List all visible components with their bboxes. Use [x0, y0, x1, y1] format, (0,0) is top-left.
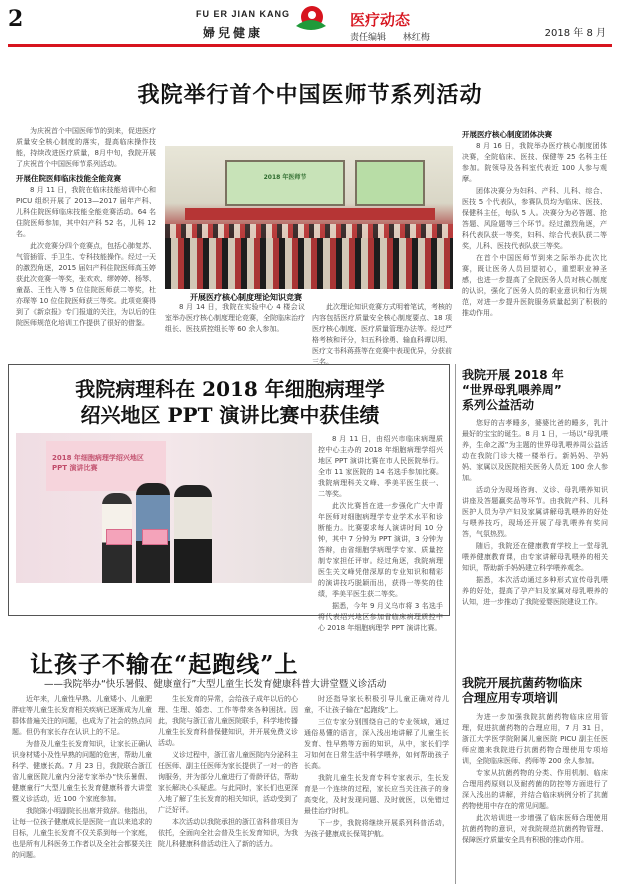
header-divider [8, 44, 612, 47]
article1-left-column [16, 126, 156, 327]
article3-paragraph: 近年来，儿童性早熟、儿童矮小、儿童肥胖症等儿童生长发育相关疾病已逐渐成为儿童群体普遍关注的问题，也成为了社会的热点问题。但仍有家长存在认识上的不足。 [12, 695, 152, 736]
editor-label: 责任编辑 [350, 33, 387, 43]
photo-audience-front [165, 238, 453, 289]
certificate-icon [106, 529, 132, 545]
article1-photo-caption: 开展医疗核心制度理论知识竞赛 [190, 293, 302, 302]
article1-photo [165, 146, 453, 289]
article2-paragraph: 8 月 11 日，由绍兴市临床病理质控中心主办的 2018 年细胞病理学绍兴地区 PPT 演讲比赛在市人民医院举行。全市 11 家医院的 14 名选手参加比赛。我院病理科关文峰、季美平医生获一、二等奖。 [318, 435, 443, 498]
article1-paragraph: 此次理论知识竞赛方式明着笔试，考核的内容包括医疗质量安全核心制度要点、18 项医疗核心制度、医疗质量管理办法等。经过严格考核和评分，妇五科徐勇、输血科谭以明、医疗文书科蒋燕等在竞赛中表现优异，分获前三名。 [312, 303, 452, 366]
article1-mid-column-2 [312, 302, 452, 366]
right-article1-paragraph: 据悉，本次活动通过多种形式宣传母乳喂养的好处，提高了孕产妇及家属对母乳喂养的认知，进一步推动了我院爱婴医院建设工作。 [462, 576, 608, 606]
article3-column-3 [304, 694, 449, 882]
right-article1-paragraph: 随后，我院还在健康教育学校上一堂母乳喂养健康教育课，由专家讲解母乳喂养的相关知识，帮助新手妈妈建立科学喂养观念。 [462, 542, 608, 572]
right-article2-paragraph: 此次培训进一步增强了临床医师合理使用抗菌药物的意识，对我院规范抗菌药物管理、保障医疗质量安全具有积极的推动作用。 [462, 814, 608, 844]
section-title: 医疗动态 [350, 11, 411, 29]
right-article1-title [462, 368, 612, 413]
article2-paragraph: 据悉，今年 9 月义乌市将 3 名选手将代表绍兴地区参加省临床病理质控中心 2018 年细胞病理学 PPT 演讲比赛。 [318, 602, 443, 632]
issue-date: 2018 年 8 月 [544, 28, 606, 39]
right-article2-body [462, 712, 608, 882]
article3-paragraph: 为普及儿童生长发育知识，让家长正确认识身材矮小及性早熟的问题的危害，帮助儿童科学、健康长高。7 月 23 日，我院联合浙江省儿童医院儿童内分泌专家举办“快乐暑假、健康童行”大型儿童生长发育健康科普大讲堂暨义诊活动，近 100 个家庭参加。 [12, 740, 152, 803]
article3-column-2 [158, 694, 298, 882]
right-article1-title-line2: “世界母乳喂养周” [462, 383, 562, 397]
article1-paragraph: 团体决赛分为妇科、产科、儿科、综合、医技 5 个代表队，参赛队员均为临床、医技、保健科主任，每队 5 人。决赛分为必答题、抢答题、风险题等三个环节。经过激烈角逐，产科代表队获一等奖，妇科、综合代表队获二等奖，儿科、医技代表队获三等奖。 [462, 187, 607, 250]
page-number: 2 [8, 6, 24, 32]
article3-column-1 [12, 694, 152, 882]
article3-paragraph: 义诊过程中，浙江省儿童医院内分泌科主任医师、副主任医师为家长提供了一对一的咨询服务，并为部分儿童进行了骨龄评估，帮助家长解决心头疑虑。与此同时，家长们也更深入地了解了生长发育的相关知识，活动受到了广泛好评。 [158, 751, 298, 814]
article1-subhead: 开展医疗核心制度团体决赛 [462, 130, 552, 139]
right-article2-paragraph: 专家从抗菌药物的分类、作用机制、临床合理用药原则以及耐药菌的防控等方面进行了深入浅出的讲解，并结合临床病例分析了抗菌药物使用中存在的常见问题。 [462, 769, 608, 810]
right-article2-paragraph: 为进一步加强我院抗菌药物临床应用管理，促进抗菌药物的合理应用，7 月 31 日，浙江大学医学院附属儿童医院 PICU 副主任医师应邀来我院进行抗菌药物合理使用专项培训，全院临床医师、药师等 200 余人参加。 [462, 713, 608, 765]
article2-title [30, 376, 430, 428]
right-article1-body [462, 418, 608, 672]
article2-photo [16, 433, 312, 583]
article3-paragraph: 本次活动以我院承担的浙江省科普项目为依托，全面向全社会普及生长发育知识，为我院儿科健康科普活动注入了新的活力。 [158, 818, 298, 848]
article1-paragraph: 在首个中国医师节到来之际举办此次比赛，既让医务人员回望初心，重塑职业神圣感，也进一步提高了全院医务人员对核心制度的认识，强化了医务人员的职业意识和行为规范，对进一步提升医院服务质量起到了积极的推动作用。 [462, 254, 607, 317]
article1-paragraph: 8 月 14 日，我院在实验中心 4 楼会议室举办医疗核心制度理论竞赛，全院临床治疗组长、医技质控组长等 60 余人参加。 [165, 303, 305, 333]
editor-credit [350, 30, 444, 43]
article3-subtitle: ——我院举办“快乐暑假、健康童行”大型儿童生长发育健康科普大讲堂暨义诊活动 [44, 679, 387, 690]
article1-paragraph: 为庆祝首个中国医师节的到来，促进医疗质量安全核心制度的落实，提高临床操作技能，持续改进医疗质量，8月中旬，我院开展了庆祝首个中国医师节系列活动。 [16, 127, 156, 168]
right-article1-title-line3: 系列公益活动 [462, 398, 535, 412]
right-article2-title-line2: 合理应用专项培训 [462, 691, 559, 705]
article2-title-line1: 我院病理科在 2018 年细胞病理学 [75, 377, 385, 401]
photo-screen: 2018 年医师节 [225, 160, 345, 206]
newspaper-logo-icon [292, 4, 330, 34]
column-divider [455, 364, 456, 884]
right-article1-paragraph: 活动分为现场咨询、义诊、母乳喂养知识讲座及答题赢奖品等环节。由我院产科、儿科医护人员为孕产妇及家属讲解母乳喂养的好处与喂养技巧，现场还开展了母乳喂养有奖问答，气氛热烈。 [462, 486, 608, 538]
article3-paragraph: 三位专家分别围绕自己的专业领域，通过通俗易懂的语言，深入浅出地讲解了儿童生长发育、性早熟等方面的知识，从中，家长们学习如何在日常生活中科学喂养，如何帮助孩子长高。 [304, 718, 449, 770]
article2-column [318, 434, 443, 632]
article1-subhead: 开展住院医师临床技能全能竞赛 [16, 174, 121, 183]
masthead-chinese: 婦兒健康 [203, 26, 264, 40]
masthead-english: FU ER JIAN KANG [196, 9, 291, 19]
photo-stage [185, 208, 435, 220]
article3-title: 让孩子不输在“起跑线”上 [30, 651, 299, 678]
article2-title-line2: 绍兴地区 PPT 演讲比赛中获佳绩 [80, 403, 380, 427]
article1-paragraph: 此次竞赛分四个竞赛点，包括心肺复苏、气管插管、手卫生、专科技能操作。经过一天的激烈角逐，2015 届妇产科住院医师高玉婷获此次竞赛一等奖，张欢欢、缪婷婷、杨琴、童磊、王性入等 5 位住院医师获二等奖，杜亦琛等 10 位住院医师获三等奖。此项竞赛得到了《新京报》专门报道的关注，为以后的住院医师规范化培训工作提供了很好的借鉴。 [16, 242, 156, 327]
article1-right-column [462, 126, 607, 322]
article1-title: 我院举行首个中国医师节系列活动 [137, 82, 483, 108]
right-article1-paragraph: 您好的吉孝睡多，婆婆比爸的睡多，乳汁最好的宝宝的诞生。8 月 1 日，一场以“母乳喂养，生命之源”为主题的世界母乳喂养周公益活动在我院门诊大楼一楼举行。新妈妈、孕妈妈、家属以及医院相关医务人员近 100 余人参加。 [462, 419, 608, 482]
article1-paragraph: 8 月 11 日，我院在临床技能培训中心和 PICU 组织开展了 2013—2017 届年产科、儿科住院医师临床技能全能竞赛活动。64 名住院医师参加，其中妇产科 52 名，儿科 12 名。 [16, 186, 156, 238]
article3-paragraph: 时还指导家长积极引导儿童正确对待儿童，不让孩子输在“起跑线”上。 [304, 695, 449, 714]
editor-name: 林红梅 [402, 33, 430, 43]
article3-paragraph: 我院儿童生长发育专科专家表示，生长发育是一个连续的过程，家长应当关注孩子的身高变化，及时发现问题、及时就医，以免错过最佳治疗时机。 [304, 774, 449, 815]
photo-screen: 2018 年细胞病理学绍兴地区 PPT 演讲比赛 [46, 441, 166, 491]
article1-paragraph: 8 月 16 日，我院举办医疗核心制度团体决赛，全院临床、医技、保健等 25 名科主任参加。院领导及各科室代表近 100 人参与观摩。 [462, 142, 607, 183]
article3-paragraph: 下一步，我院将继续开展系列科普活动，为孩子健康成长保驾护航。 [304, 819, 449, 838]
article2-paragraph: 此次比赛旨在进一步强化广大中青年医师对细胞病理学专业学术水平和诊断能力。比赛要求每人演讲时间 10 分钟，其中 7 分钟为 PPT 演讲，3 分钟为答辩，由省细胞学病理学专家、质量控制专家担任评审。经过角逐，我院病理医生关文峰凭借深厚的专业知识和精彩的演讲技巧脱颖而出，获得一等奖的佳绩，季美平医生获二等奖。 [318, 502, 443, 598]
photo-person [174, 485, 212, 583]
right-article1-title-line1: 我院开展 2018 年 [462, 368, 564, 382]
article1-mid-column-1 [165, 302, 305, 344]
photo-banner [355, 160, 425, 206]
article3-paragraph: 生长发育的异常，会给孩子成年以后的心理、生理、婚恋、工作等带来各种困扰。因此，我院与浙江省儿童医院联手，科学地传播儿童生长发育科普保健知识，并开展免费义诊活动。 [158, 695, 298, 747]
article3-paragraph: 我院陈小明副院长出席并致辞。他指出，让每一位孩子健康成长是医院一直以来追求的目标，儿童生长发育不仅关系到每一个家庭，也是所有儿科医务工作者以及全社会都要关注的问题。 [12, 807, 152, 859]
certificate-icon [142, 529, 168, 545]
right-article2-title [462, 676, 612, 706]
right-article2-title-line1: 我院开展抗菌药物临床 [462, 676, 583, 690]
